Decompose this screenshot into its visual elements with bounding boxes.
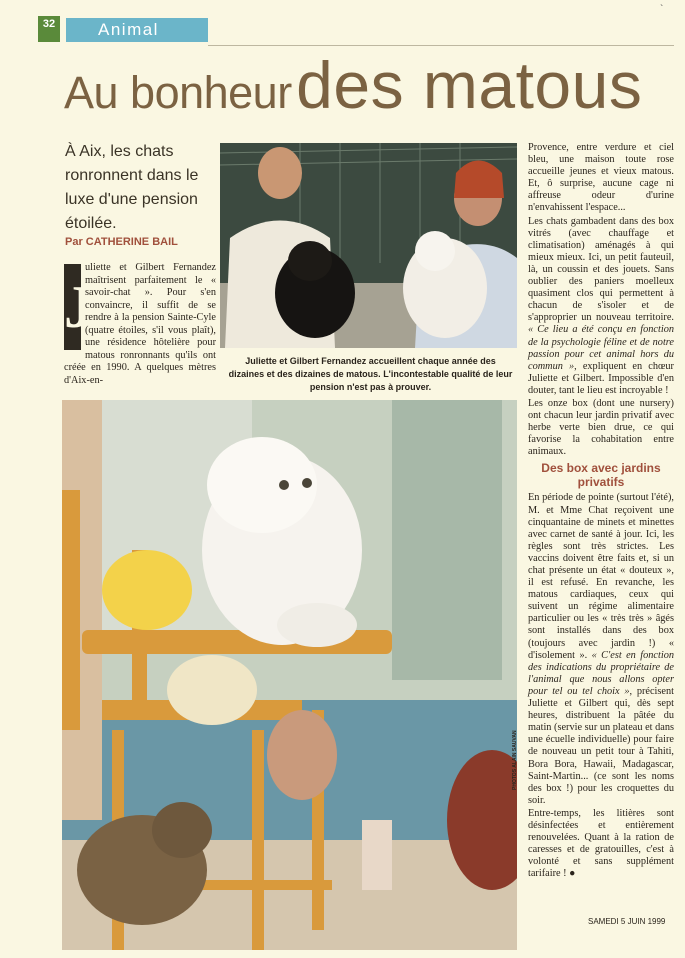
cat-highchair-photo (62, 400, 517, 950)
headline (64, 48, 643, 122)
paragraph: Les chats gambadent dans des box vitrés (avec chauffage et climatisation) aménagés à qui mieux mieux. Ici, un petit fauteuil, là, un coussin et des jouets. Sans oublier des paniers moelleux quasiment clos qui permettent à chacun de s'isoler et de s'approprier un nouveau territoire. « Ce lieu a été conçu en fonction de la psychologie féline et de notre passion pour cet animal hors du commun », expliquent en chœur Juliette et Gilbert. Impossible d'en douter, tant le lieu est incroyable ! (528, 215, 674, 396)
byline: Par CATHERINE BAIL (65, 236, 178, 248)
paragraph: En période de pointe (surtout l'été), M. et Mme Chat reçoivent une cinquantaine de minets et minettes avec carnet de santé à jour. Ici, les règles sont très strictes. Les vaccins doivent être faits et, si un chat présente un état « douteux », il est refusé. En revanche, les matous cardiaques, ceux qui suivent un régime alimentaire particulier ou les « très très » âgés sont installés dans des box (toujours avec jardin !) « d'isolement ». « C'est en fonction des indications du propriétaire de l'animal que nous allons opter pour tel ou tel choix », précisent Juliette et Gilbert qui, dès sept heures, distribuent la pâtée du matin (servie sur un plateau et dans une écuelle individuelle) pour faire de nouveau un petit tour à Tahiti, Bora Bora, Hawaii, Madagascar, Saint-Martin... (ce sont les noms des box !) pour les croquettes du soir. (528, 492, 674, 806)
highchair-photo-illustration (62, 400, 517, 950)
owners-photo (220, 143, 517, 348)
article-column-3 (528, 142, 674, 881)
headline-part2: des matous (296, 48, 643, 122)
paragraph: Provence, entre verdure et ciel bleu, une maison toute rose accueille jeunes et vieux matous. Et, ô surprise, aucune cage ni affreuse odeur d'urine n'envahissent l'espace... (528, 142, 674, 214)
subheading: Des box avec jardins privatifs (541, 461, 661, 490)
article-column-1 (64, 262, 216, 387)
deck: À Aix, les chats ronronnent dans le luxe d'une pension étoilée. (65, 143, 199, 232)
issue-date: SAMEDI 5 JUIN 1999 (588, 917, 666, 926)
owners-photo-illustration (220, 143, 517, 348)
paragraph: Entre-temps, les litières sont désinfectées et entièrement renouvelées. Quant à la ration de caresses et de gratouilles, c'est à volonté et sans supplément tarifaire ! ● (528, 807, 674, 880)
photo-caption: Juliette et Gilbert Fernandez accueillent chaque année des dizaines et des dizaines de matous. L'incontestable qualité de leur pension n'est pas à prouver. (228, 356, 513, 392)
headline-part1: Au bonheur (64, 67, 292, 118)
paragraph: Les onze box (dont une nursery) ont chacun leur jardin privatif avec herbe verte bien drue, ce qui favorise la cohabitation entre animaux. (528, 397, 674, 458)
photo-credit: PHOTOS ALAIN SAUVAN (512, 730, 518, 790)
top-rule (208, 45, 674, 46)
scan-mark: ` (660, 4, 664, 15)
article-text-col1: uliette et Gilbert Fernandez maîtrisent parfaitement le « savoir-chat ». Pour s'en convaincre, il suffit de se rendre à la pension Sainte-Cyle (quatre étoiles, s'il vous plaît), une résidence hôtelière pour matous ronronnants qu'ils ont créée en 1990. A quelques mètres d'Aix-en- (64, 262, 216, 386)
section-label: Animal (66, 18, 208, 42)
page-number: 32 (38, 16, 60, 42)
drop-cap: J (64, 264, 81, 350)
